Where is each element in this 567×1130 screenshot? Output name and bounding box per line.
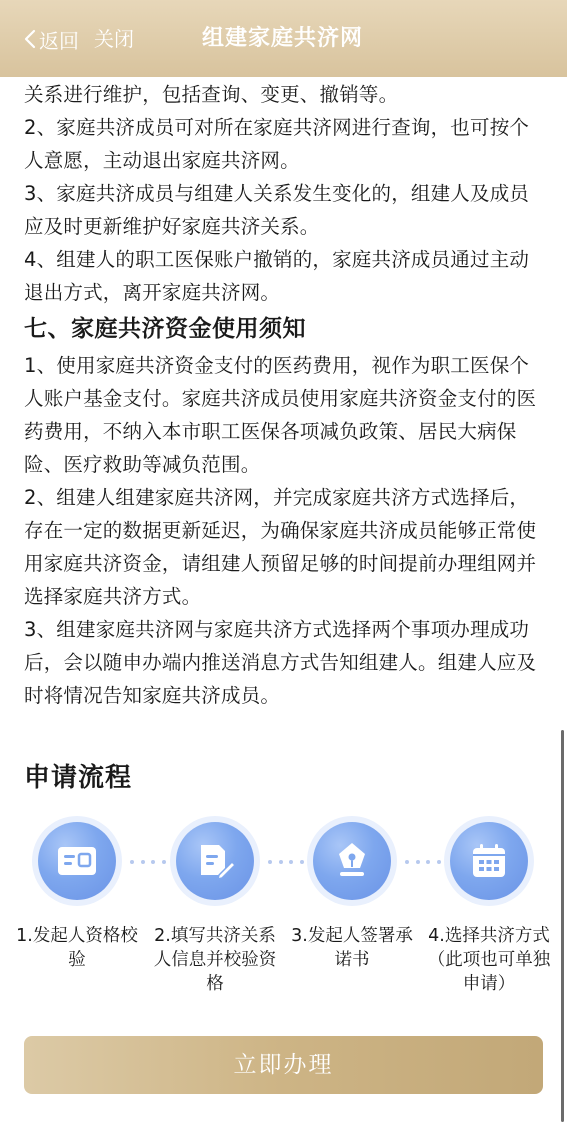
form-edit-icon xyxy=(195,841,235,881)
chevron-left-icon xyxy=(24,29,36,49)
submit-button[interactable]: 立即办理 xyxy=(24,1036,543,1094)
paragraph: 2、家庭共济成员可对所在家庭共济网进行查询，也可按个人意愿，主动退出家庭共济网。 xyxy=(24,116,530,172)
flow-step-circle[interactable] xyxy=(176,822,254,900)
nav-bar xyxy=(0,0,567,77)
page-title: 组建家庭共济网 xyxy=(202,26,364,51)
flow-step-label: 4.选择共济方式（此项也可单独申请） xyxy=(427,926,551,994)
flow-step-3[interactable] xyxy=(284,822,420,972)
flow-step-label: 3.发起人签署承诺书 xyxy=(291,926,413,970)
flow-step-label: 2.填写共济关系人信息并校验资格 xyxy=(153,926,277,994)
id-card-icon xyxy=(56,845,98,877)
paragraph: 4、组建人的职工医保账户撤销的，家庭共济成员通过主动退出方式，离开家庭共济网。 xyxy=(24,248,530,304)
scrollbar[interactable] xyxy=(561,730,564,1122)
flow-step-circle[interactable] xyxy=(38,822,116,900)
flow-step-4[interactable] xyxy=(421,822,557,996)
pen-nib-icon xyxy=(332,840,372,882)
back-button[interactable] xyxy=(24,24,79,54)
paragraph: 关系进行维护，包括查询、变更、撤销等。 xyxy=(24,83,399,106)
paragraph: 3、家庭共济成员与组建人关系发生变化的，组建人及成员应及时更新维护好家庭共济关系。 xyxy=(24,182,530,238)
paragraph: 2、组建人组建家庭共济网，并完成家庭共济方式选择后，存在一定的数据更新延迟，为确保家庭共济成员能够正常使用家庭共济资金，请组建人预留足够的时间提前办理组网并选择家庭共济方式。 xyxy=(24,486,537,608)
flow-step-circle[interactable] xyxy=(313,822,391,900)
paragraph: 1、使用家庭共济资金支付的医药费用，视作为职工医保个人账户基金支付。家庭共济成员使用家庭共济资金支付的医药费用，不纳入本市职工医保各项减负政策、居民大病保险、医疗救助等减负范围。 xyxy=(24,354,537,476)
section-heading: 七、家庭共济资金使用须知 xyxy=(24,316,306,342)
flow-step-circle[interactable] xyxy=(450,822,528,900)
flow-step-2[interactable] xyxy=(147,822,283,996)
flow-step-label: 1.发起人资格校验 xyxy=(16,926,138,970)
flow-title: 申请流程 xyxy=(24,763,133,793)
close-button[interactable]: 关闭 xyxy=(94,27,134,51)
flow-step-1[interactable] xyxy=(9,822,145,972)
back-label: 返回 xyxy=(39,28,79,53)
notice-content xyxy=(24,78,548,712)
calendar-icon xyxy=(470,842,508,880)
flow-steps xyxy=(0,822,567,1002)
paragraph: 3、组建家庭共济网与家庭共济方式选择两个事项办理成功后，会以随申办端内推送消息方式告知组建人。组建人应及时将情况告知家庭共济成员。 xyxy=(24,618,537,707)
